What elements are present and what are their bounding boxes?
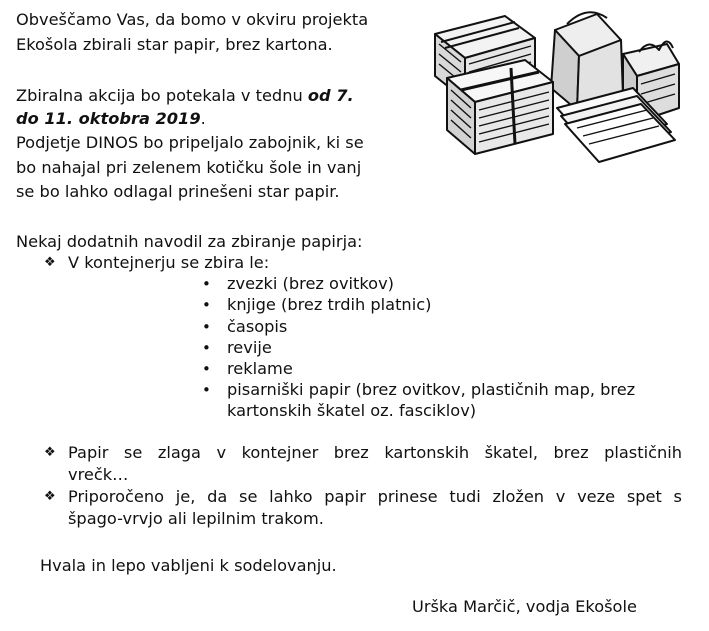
bullet-icon: •: [202, 296, 211, 314]
action-line-4: bo nahajal pri zelenem kotičku šole in vanj: [16, 158, 362, 177]
action-line-2: [16, 109, 206, 129]
collect-item-1: zvezki (brez ovitkov): [227, 274, 394, 293]
bullet-icon: •: [202, 360, 211, 378]
instructions-heading: Nekaj dodatnih navodil za zbiranje papirja:: [16, 232, 363, 251]
closing-text: Hvala in lepo vabljeni k sodelovanju.: [40, 556, 337, 575]
intro-line-2: Ekošola zbirali star papir, brez kartona.: [16, 35, 333, 54]
collect-item-4: revije: [227, 338, 272, 357]
collect-item-3: časopis: [227, 317, 288, 336]
collect-item-6-continued: kartonskih škatel oz. fasciklov): [227, 401, 477, 420]
rule-2-line-2: špago-vrvjo ali lepilnim trakom.: [68, 509, 324, 528]
signature: Urška Marčič, vodja Ekošole: [412, 597, 637, 616]
collect-item-2: knjige (brez trdih platnic): [227, 295, 432, 314]
action-line-5: se bo lahko odlagal prinešeni star papir.: [16, 182, 340, 201]
rule-1-line-1: Papir se zlaga v kontejner brez kartonskih škatel, brez plastičnih: [68, 443, 682, 462]
collect-heading: V kontejnerju se zbira le:: [68, 253, 270, 272]
paper-stack-illustration: [427, 4, 685, 176]
action-line-1: [16, 86, 354, 106]
bullet-icon: •: [202, 381, 211, 399]
bullet-icon: •: [202, 339, 211, 357]
action-period: .: [200, 109, 206, 128]
collect-item-6: pisarniški papir (brez ovitkov, plastičnih map, brez: [227, 380, 636, 399]
action-text: Zbiralna akcija bo potekala v tednu: [16, 86, 308, 105]
action-line-3: Podjetje DINOS bo pripeljalo zabojnik, ki se: [16, 133, 364, 152]
rule-2-line-1: Priporočeno je, da se lahko papir prinese tudi zložen v veze spet s: [68, 487, 682, 506]
action-date-end: do 11. oktobra 2019: [16, 109, 201, 128]
collect-item-5: reklame: [227, 359, 293, 378]
rule-1-line-2: vrečk…: [68, 465, 129, 484]
bullet-icon: •: [202, 275, 211, 293]
diamond-bullet-icon: ❖: [44, 489, 56, 504]
diamond-bullet-icon: ❖: [44, 255, 56, 270]
diamond-bullet-icon: ❖: [44, 445, 56, 460]
action-date-start: od 7.: [307, 86, 354, 105]
intro-line-1: Obveščamo Vas, da bomo v okviru projekta: [16, 10, 369, 29]
bullet-icon: •: [202, 318, 211, 336]
